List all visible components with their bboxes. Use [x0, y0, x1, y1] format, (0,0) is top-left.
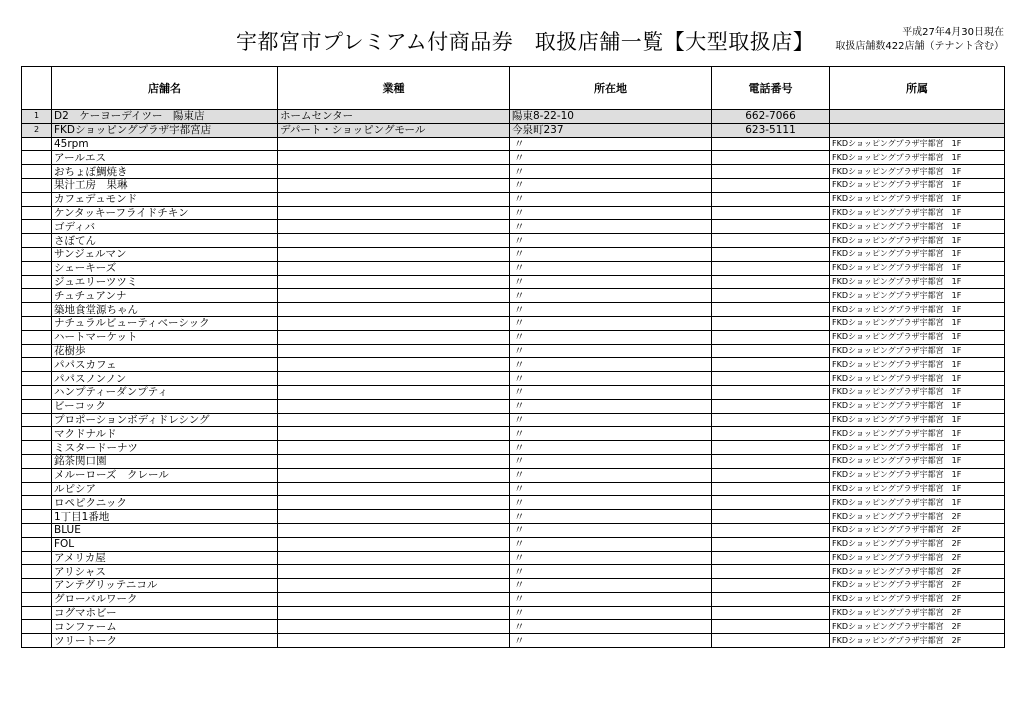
phone-number — [712, 151, 830, 165]
store-name: コンファーム — [52, 620, 278, 634]
row-number — [22, 344, 52, 358]
row-number: 1 — [22, 110, 52, 124]
tenant-row — [22, 372, 1005, 386]
address-ditto: 〃 — [510, 261, 712, 275]
phone-number: 623-5111 — [712, 123, 830, 137]
header-meta — [835, 26, 1004, 54]
affiliation: FKDショッピングプラザ宇都宮 1F — [830, 192, 1005, 206]
tenant-row — [22, 220, 1005, 234]
row-number — [22, 316, 52, 330]
store-name: サンジェルマン — [52, 247, 278, 261]
tenant-row — [22, 441, 1005, 455]
tenant-row — [22, 482, 1005, 496]
row-number — [22, 579, 52, 593]
industry — [278, 344, 510, 358]
row-number — [22, 192, 52, 206]
address-ditto: 〃 — [510, 137, 712, 151]
address-ditto: 〃 — [510, 413, 712, 427]
industry — [278, 151, 510, 165]
industry — [278, 592, 510, 606]
industry — [278, 247, 510, 261]
address-ditto: 〃 — [510, 427, 712, 441]
phone-number — [712, 137, 830, 151]
row-number — [22, 385, 52, 399]
row-number — [22, 399, 52, 413]
industry — [278, 178, 510, 192]
tenant-row — [22, 261, 1005, 275]
industry — [278, 385, 510, 399]
phone-number — [712, 565, 830, 579]
header-no — [22, 67, 52, 110]
store-name: パパスカフェ — [52, 358, 278, 372]
affiliation: FKDショッピングプラザ宇都宮 1F — [830, 206, 1005, 220]
store-name: マクドナルド — [52, 427, 278, 441]
affiliation: FKDショッピングプラザ宇都宮 2F — [830, 537, 1005, 551]
phone-number — [712, 413, 830, 427]
tenant-row — [22, 358, 1005, 372]
industry — [278, 454, 510, 468]
affiliation: FKDショッピングプラザ宇都宮 2F — [830, 634, 1005, 648]
affiliation: FKDショッピングプラザ宇都宮 1F — [830, 165, 1005, 179]
store-name: ロペピクニック — [52, 496, 278, 510]
header-affiliation: 所属 — [830, 67, 1005, 110]
industry — [278, 620, 510, 634]
affiliation: FKDショッピングプラザ宇都宮 1F — [830, 372, 1005, 386]
phone-number — [712, 192, 830, 206]
industry — [278, 234, 510, 248]
store-name: 花樹歩 — [52, 344, 278, 358]
address-ditto: 〃 — [510, 468, 712, 482]
affiliation: FKDショッピングプラザ宇都宮 1F — [830, 151, 1005, 165]
address-ditto: 〃 — [510, 482, 712, 496]
tenant-row — [22, 192, 1005, 206]
tenant-row — [22, 523, 1005, 537]
phone-number — [712, 275, 830, 289]
tenant-row — [22, 165, 1005, 179]
row-number — [22, 261, 52, 275]
phone-number — [712, 344, 830, 358]
phone-number — [712, 289, 830, 303]
phone-number — [712, 441, 830, 455]
address-ditto: 〃 — [510, 441, 712, 455]
affiliation: FKDショッピングプラザ宇都宮 2F — [830, 592, 1005, 606]
address-ditto: 〃 — [510, 316, 712, 330]
affiliation: FKDショッピングプラザ宇都宮 1F — [830, 454, 1005, 468]
address-ditto: 〃 — [510, 344, 712, 358]
row-number — [22, 551, 52, 565]
industry — [278, 192, 510, 206]
row-number — [22, 454, 52, 468]
affiliation: FKDショッピングプラザ宇都宮 1F — [830, 178, 1005, 192]
affiliation: FKDショッピングプラザ宇都宮 1F — [830, 261, 1005, 275]
address-ditto: 〃 — [510, 523, 712, 537]
phone-number — [712, 592, 830, 606]
affiliation: FKDショッピングプラザ宇都宮 2F — [830, 620, 1005, 634]
row-number — [22, 606, 52, 620]
tenant-row — [22, 247, 1005, 261]
affiliation: FKDショッピングプラザ宇都宮 1F — [830, 289, 1005, 303]
phone-number — [712, 316, 830, 330]
row-number — [22, 247, 52, 261]
store-name: アールエス — [52, 151, 278, 165]
tenant-row — [22, 178, 1005, 192]
phone-number — [712, 606, 830, 620]
store-name: ハートマーケット — [52, 330, 278, 344]
affiliation: FKDショッピングプラザ宇都宮 1F — [830, 234, 1005, 248]
affiliation: FKDショッピングプラザ宇都宮 1F — [830, 385, 1005, 399]
industry — [278, 510, 510, 524]
address-ditto: 〃 — [510, 165, 712, 179]
phone-number — [712, 303, 830, 317]
affiliation — [830, 123, 1005, 137]
affiliation: FKDショッピングプラザ宇都宮 1F — [830, 413, 1005, 427]
phone-number — [712, 234, 830, 248]
affiliation: FKDショッピングプラザ宇都宮 1F — [830, 358, 1005, 372]
affiliation: FKDショッピングプラザ宇都宮 1F — [830, 220, 1005, 234]
store-name: パパスノンノン — [52, 372, 278, 386]
industry — [278, 206, 510, 220]
tenant-row — [22, 234, 1005, 248]
affiliation: FKDショッピングプラザ宇都宮 1F — [830, 427, 1005, 441]
store-name: ハンプティーダンプティ — [52, 385, 278, 399]
affiliation: FKDショッピングプラザ宇都宮 1F — [830, 330, 1005, 344]
affiliation: FKDショッピングプラザ宇都宮 2F — [830, 606, 1005, 620]
industry — [278, 289, 510, 303]
affiliation: FKDショッピングプラザ宇都宮 2F — [830, 551, 1005, 565]
address-ditto: 〃 — [510, 634, 712, 648]
affiliation: FKDショッピングプラザ宇都宮 2F — [830, 523, 1005, 537]
store-name: ゴディバ — [52, 220, 278, 234]
store-name: コグマホビー — [52, 606, 278, 620]
store-name: アンテグリッテニコル — [52, 579, 278, 593]
affiliation: FKDショッピングプラザ宇都宮 1F — [830, 303, 1005, 317]
phone-number — [712, 427, 830, 441]
affiliation: FKDショッピングプラザ宇都宮 2F — [830, 565, 1005, 579]
tenant-row — [22, 454, 1005, 468]
phone-number — [712, 178, 830, 192]
address-ditto: 〃 — [510, 358, 712, 372]
store-name: チュチュアンナ — [52, 289, 278, 303]
header-address: 所在地 — [510, 67, 712, 110]
row-number — [22, 275, 52, 289]
industry: デパート・ショッピングモール — [278, 123, 510, 137]
store-name: 銘茶関口園 — [52, 454, 278, 468]
address-ditto: 〃 — [510, 289, 712, 303]
affiliation: FKDショッピングプラザ宇都宮 1F — [830, 399, 1005, 413]
industry — [278, 330, 510, 344]
page-title: 宇都宮市プレミアム付商品券 取扱店舗一覧【大型取扱店】 — [236, 30, 815, 54]
affiliation: FKDショッピングプラザ宇都宮 1F — [830, 275, 1005, 289]
phone-number — [712, 579, 830, 593]
store-name: ジュエリーツツミ — [52, 275, 278, 289]
row-number — [22, 289, 52, 303]
row-number — [22, 137, 52, 151]
phone-number — [712, 523, 830, 537]
address-ditto: 〃 — [510, 220, 712, 234]
store-name: BLUE — [52, 523, 278, 537]
affiliation: FKDショッピングプラザ宇都宮 1F — [830, 316, 1005, 330]
row-number: 2 — [22, 123, 52, 137]
address-ditto: 〃 — [510, 399, 712, 413]
address-ditto: 〃 — [510, 537, 712, 551]
header-store-name: 店舗名 — [52, 67, 278, 110]
tenant-row — [22, 634, 1005, 648]
store-name: ケンタッキーフライドチキン — [52, 206, 278, 220]
affiliation: FKDショッピングプラザ宇都宮 1F — [830, 247, 1005, 261]
tenant-row — [22, 496, 1005, 510]
industry — [278, 579, 510, 593]
row-number — [22, 206, 52, 220]
industry — [278, 634, 510, 648]
tenant-row — [22, 468, 1005, 482]
address-ditto: 〃 — [510, 620, 712, 634]
row-number — [22, 537, 52, 551]
header-phone: 電話番号 — [712, 67, 830, 110]
industry — [278, 551, 510, 565]
affiliation: FKDショッピングプラザ宇都宮 1F — [830, 468, 1005, 482]
phone-number — [712, 220, 830, 234]
row-number — [22, 565, 52, 579]
phone-number — [712, 165, 830, 179]
row-number — [22, 468, 52, 482]
tenant-row — [22, 151, 1005, 165]
row-number — [22, 620, 52, 634]
row-number — [22, 220, 52, 234]
row-number — [22, 523, 52, 537]
address-ditto: 〃 — [510, 606, 712, 620]
industry — [278, 399, 510, 413]
affiliation: FKDショッピングプラザ宇都宮 1F — [830, 344, 1005, 358]
row-number — [22, 372, 52, 386]
store-name: さぼてん — [52, 234, 278, 248]
store-table — [21, 66, 1005, 648]
tenant-row — [22, 344, 1005, 358]
address-ditto: 〃 — [510, 454, 712, 468]
address-ditto: 〃 — [510, 592, 712, 606]
row-number — [22, 330, 52, 344]
address-ditto: 〃 — [510, 178, 712, 192]
tenant-row — [22, 592, 1005, 606]
row-number — [22, 592, 52, 606]
tenant-row — [22, 275, 1005, 289]
address-ditto: 〃 — [510, 247, 712, 261]
store-name: D2 ケーヨーデイツー 陽東店 — [52, 110, 278, 124]
tenant-row — [22, 510, 1005, 524]
phone-number — [712, 496, 830, 510]
tenant-row — [22, 551, 1005, 565]
affiliation: FKDショッピングプラザ宇都宮 2F — [830, 510, 1005, 524]
industry — [278, 220, 510, 234]
industry — [278, 606, 510, 620]
store-name: メルーローズ クレール — [52, 468, 278, 482]
row-number — [22, 234, 52, 248]
industry — [278, 565, 510, 579]
phone-number — [712, 399, 830, 413]
industry — [278, 165, 510, 179]
phone-number — [712, 510, 830, 524]
address-ditto: 〃 — [510, 303, 712, 317]
affiliation: FKDショッピングプラザ宇都宮 1F — [830, 137, 1005, 151]
industry — [278, 523, 510, 537]
row-number — [22, 151, 52, 165]
store-name: FKDショッピングプラザ宇都宮店 — [52, 123, 278, 137]
address-ditto: 〃 — [510, 510, 712, 524]
row-number — [22, 496, 52, 510]
address-ditto: 〃 — [510, 579, 712, 593]
store-name: ツリートーク — [52, 634, 278, 648]
address-ditto: 〃 — [510, 496, 712, 510]
tenant-row — [22, 385, 1005, 399]
address-ditto: 〃 — [510, 551, 712, 565]
affiliation — [830, 110, 1005, 124]
tenant-row — [22, 330, 1005, 344]
affiliation: FKDショッピングプラザ宇都宮 1F — [830, 496, 1005, 510]
address-ditto: 〃 — [510, 192, 712, 206]
phone-number — [712, 330, 830, 344]
address: 陽東8-22-10 — [510, 110, 712, 124]
address-ditto: 〃 — [510, 565, 712, 579]
industry — [278, 358, 510, 372]
row-number — [22, 303, 52, 317]
header-industry: 業種 — [278, 67, 510, 110]
store-name: ミスタードーナツ — [52, 441, 278, 455]
tenant-row — [22, 413, 1005, 427]
store-name: プロポーションボディドレシング — [52, 413, 278, 427]
row-number — [22, 358, 52, 372]
phone-number — [712, 372, 830, 386]
phone-number — [712, 634, 830, 648]
phone-number — [712, 454, 830, 468]
address-ditto: 〃 — [510, 151, 712, 165]
phone-number — [712, 482, 830, 496]
address-ditto: 〃 — [510, 330, 712, 344]
affiliation: FKDショッピングプラザ宇都宮 1F — [830, 441, 1005, 455]
address-ditto: 〃 — [510, 206, 712, 220]
phone-number — [712, 468, 830, 482]
phone-number — [712, 385, 830, 399]
phone-number — [712, 537, 830, 551]
industry — [278, 496, 510, 510]
industry: ホームセンター — [278, 110, 510, 124]
phone-number — [712, 247, 830, 261]
tenant-row — [22, 289, 1005, 303]
phone-number: 662-7066 — [712, 110, 830, 124]
row-number — [22, 178, 52, 192]
industry — [278, 261, 510, 275]
store-name: ビーコック — [52, 399, 278, 413]
store-name: 45rpm — [52, 137, 278, 151]
industry — [278, 275, 510, 289]
store-name: カフェデュモンド — [52, 192, 278, 206]
tenant-row — [22, 606, 1005, 620]
industry — [278, 537, 510, 551]
table-row — [22, 110, 1005, 124]
row-number — [22, 510, 52, 524]
store-name: 1丁目1番地 — [52, 510, 278, 524]
table-header-row — [22, 67, 1005, 110]
row-number — [22, 634, 52, 648]
industry — [278, 372, 510, 386]
phone-number — [712, 551, 830, 565]
store-name: グローバルワーク — [52, 592, 278, 606]
affiliation: FKDショッピングプラザ宇都宮 2F — [830, 579, 1005, 593]
industry — [278, 427, 510, 441]
store-name: 築地食堂源ちゃん — [52, 303, 278, 317]
store-name: アリシャス — [52, 565, 278, 579]
tenant-row — [22, 579, 1005, 593]
row-number — [22, 482, 52, 496]
store-name: 果汁工房 果琳 — [52, 178, 278, 192]
address-ditto: 〃 — [510, 234, 712, 248]
address-ditto: 〃 — [510, 372, 712, 386]
row-number — [22, 165, 52, 179]
address: 今泉町237 — [510, 123, 712, 137]
store-name: ナチュラルビューティベーシック — [52, 316, 278, 330]
tenant-row — [22, 303, 1005, 317]
table-body — [22, 110, 1005, 648]
row-number — [22, 427, 52, 441]
store-name: FOL — [52, 537, 278, 551]
industry — [278, 482, 510, 496]
tenant-row — [22, 565, 1005, 579]
tenant-row — [22, 427, 1005, 441]
phone-number — [712, 620, 830, 634]
tenant-row — [22, 137, 1005, 151]
address-ditto: 〃 — [510, 275, 712, 289]
tenant-row — [22, 206, 1005, 220]
store-name: おちょぼ鯛焼き — [52, 165, 278, 179]
store-count: 取扱店舗数422店舗（テナント含む） — [835, 41, 1004, 52]
phone-number — [712, 261, 830, 275]
industry — [278, 303, 510, 317]
phone-number — [712, 358, 830, 372]
industry — [278, 413, 510, 427]
store-name: ルピシア — [52, 482, 278, 496]
as-of-date: 平成27年4月30日現在 — [902, 27, 1004, 38]
tenant-row — [22, 316, 1005, 330]
row-number — [22, 413, 52, 427]
address-ditto: 〃 — [510, 385, 712, 399]
store-name: アメリカ屋 — [52, 551, 278, 565]
industry — [278, 137, 510, 151]
industry — [278, 316, 510, 330]
tenant-row — [22, 620, 1005, 634]
affiliation: FKDショッピングプラザ宇都宮 1F — [830, 482, 1005, 496]
row-number — [22, 441, 52, 455]
industry — [278, 441, 510, 455]
tenant-row — [22, 399, 1005, 413]
store-name: シェーキーズ — [52, 261, 278, 275]
tenant-row — [22, 537, 1005, 551]
phone-number — [712, 206, 830, 220]
table-row — [22, 123, 1005, 137]
industry — [278, 468, 510, 482]
